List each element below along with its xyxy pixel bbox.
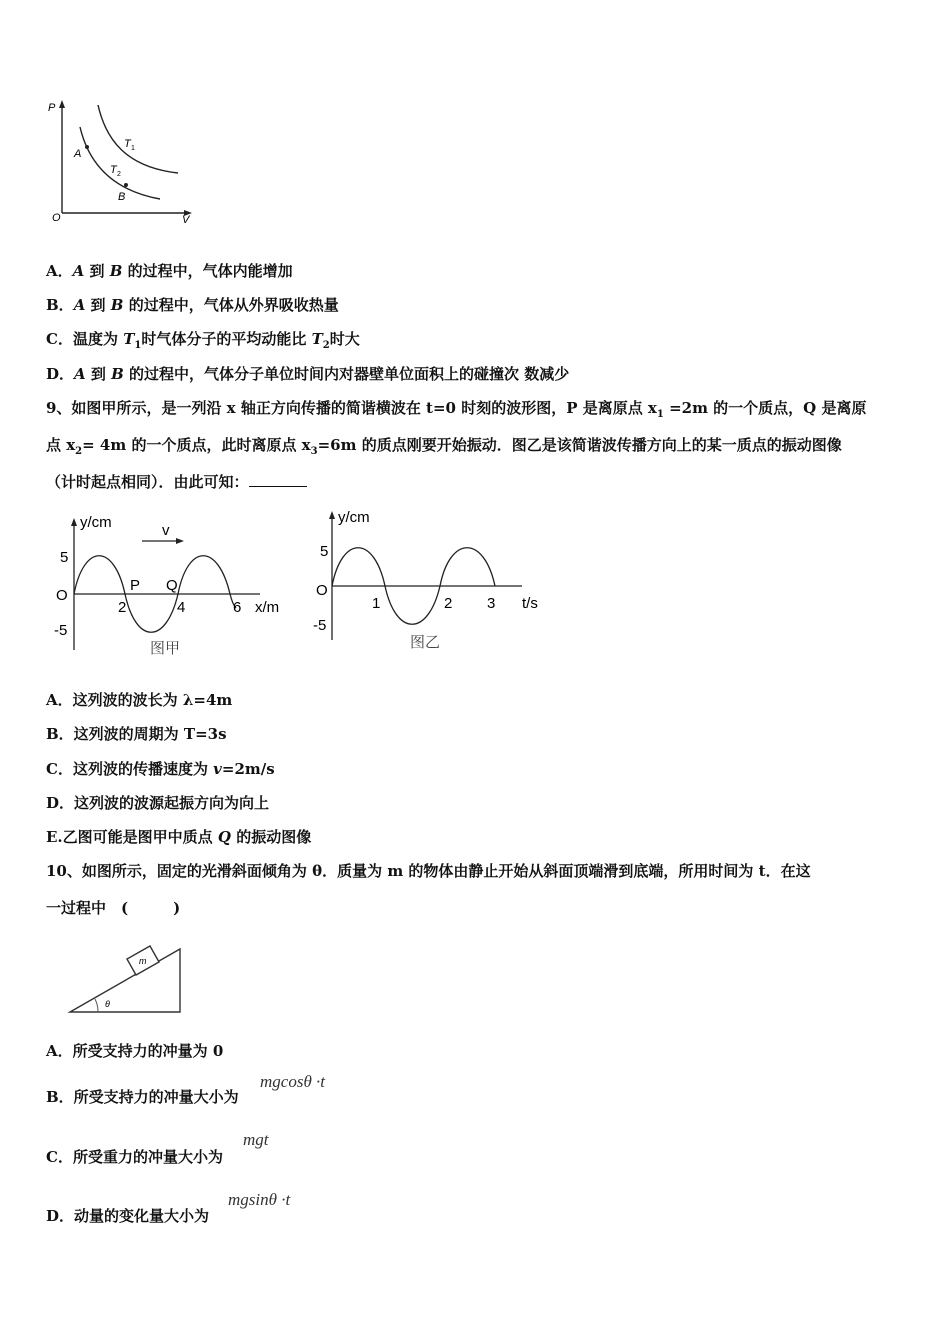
wave-y-label: y/cm [80, 514, 112, 531]
q9-stem-line1: 9、如图甲所示，是一列沿 x 轴正方向传播的简谐横波在 t=0 时刻的波形图，P 是离原点 $x_1 =2m$ 的一个质点，Q 是离原 [46, 399, 867, 420]
q9-stem-line2: 点 $x_2= 4m$ 的一个质点，此时离原点 $x_3=6m$ 的质点刚要开始振动．图乙是该简谐波传播方向上的某一质点的振动图像 [46, 436, 842, 457]
q10-stem-line2: 一过程中 ( ) [46, 899, 181, 917]
vib-y-bottom: -5 [313, 617, 327, 634]
answer-blank [249, 472, 307, 487]
vibration-graph [310, 505, 555, 655]
q10-option-c-formula: mgt [243, 1130, 269, 1149]
pv-x-label: V [182, 214, 190, 226]
q8-option-c: C．温度为 $T_1$时气体分子的平均动能比 $T_2$时大 [46, 330, 360, 351]
q10-option-c: C．所受重力的冲量大小为 [46, 1148, 223, 1166]
vib-caption: 图乙 [410, 634, 441, 651]
angle-theta-label: θ [105, 999, 110, 1009]
wave-point-p: P [130, 577, 141, 594]
q8-option-b: B．A 到 B 的过程中，气体从外界吸收热量 [46, 296, 339, 314]
wave-point-q: Q [166, 577, 178, 594]
q10-option-d: D．动量的变化量大小为 [46, 1207, 210, 1225]
vib-origin: O [316, 582, 328, 599]
q9-option-e: E.乙图可能是图甲中质点 Q 的振动图像 [46, 828, 312, 846]
pv-curve2-sub: 2 [117, 171, 121, 178]
wave-x-label: x/m [255, 599, 280, 616]
q9-option-b: B．这列波的周期为 T=3s [46, 725, 227, 743]
pv-curve1-sub: 1 [131, 145, 135, 152]
pv-curve2-label: T [110, 164, 117, 176]
wave-origin: O [56, 587, 68, 604]
q9-option-d: D．这列波的波源起振方向为向上 [46, 794, 270, 812]
vib-y-label: y/cm [338, 509, 370, 526]
block-m-label: m [139, 956, 147, 966]
pv-graph [40, 95, 200, 230]
wave-x-tick: 4 [177, 599, 186, 616]
vib-y-top: 5 [320, 543, 329, 560]
vib-x-tick: 1 [372, 595, 381, 612]
wave-y-top: 5 [60, 549, 69, 566]
vib-x-tick: 3 [487, 595, 496, 612]
q10-option-b-formula: mgcosθ ·t [260, 1072, 326, 1091]
wave-graph [50, 510, 300, 660]
pv-point-a: A [74, 148, 82, 160]
wave-x-tick: 2 [118, 599, 127, 616]
wave-x-tick: 6 [233, 599, 242, 616]
vib-x-tick: 2 [444, 595, 453, 612]
q10-option-a: A．所受支持力的冲量为 0 [46, 1042, 224, 1060]
pv-y-label: P [48, 102, 56, 114]
q10-option-b: B．所受支持力的冲量大小为 [46, 1088, 239, 1106]
wave-y-bottom: -5 [54, 622, 68, 639]
pv-point-b: B [118, 191, 126, 203]
q10-stem-line1: 10、如图所示，固定的光滑斜面倾角为 θ．质量为 m 的物体由静止开始从斜面顶端滑到底端，所用时间为 t．在这 [46, 862, 811, 880]
q9-stem-line3: （计时起点相同）．由此可知： [46, 472, 307, 492]
pv-curve1-label: T [124, 138, 131, 150]
q8-option-a: A．A 到 B 的过程中，气体内能增加 [46, 262, 293, 280]
vib-x-label: t/s [522, 595, 538, 612]
wave-caption: 图甲 [150, 640, 181, 657]
wave-v-label: v [162, 522, 170, 539]
pv-origin: O [52, 212, 61, 224]
q10-option-d-formula: mgsinθ ·t [228, 1190, 291, 1209]
q8-option-d: D．A 到 B 的过程中，气体分子单位时间内对器壁单位面积上的碰撞次 数减少 [46, 365, 570, 383]
incline-diagram [60, 935, 190, 1020]
q9-option-a: A．这列波的波长为 λ=4m [46, 691, 233, 709]
q9-option-c: C．这列波的传播速度为 v=2m/s [46, 760, 275, 778]
